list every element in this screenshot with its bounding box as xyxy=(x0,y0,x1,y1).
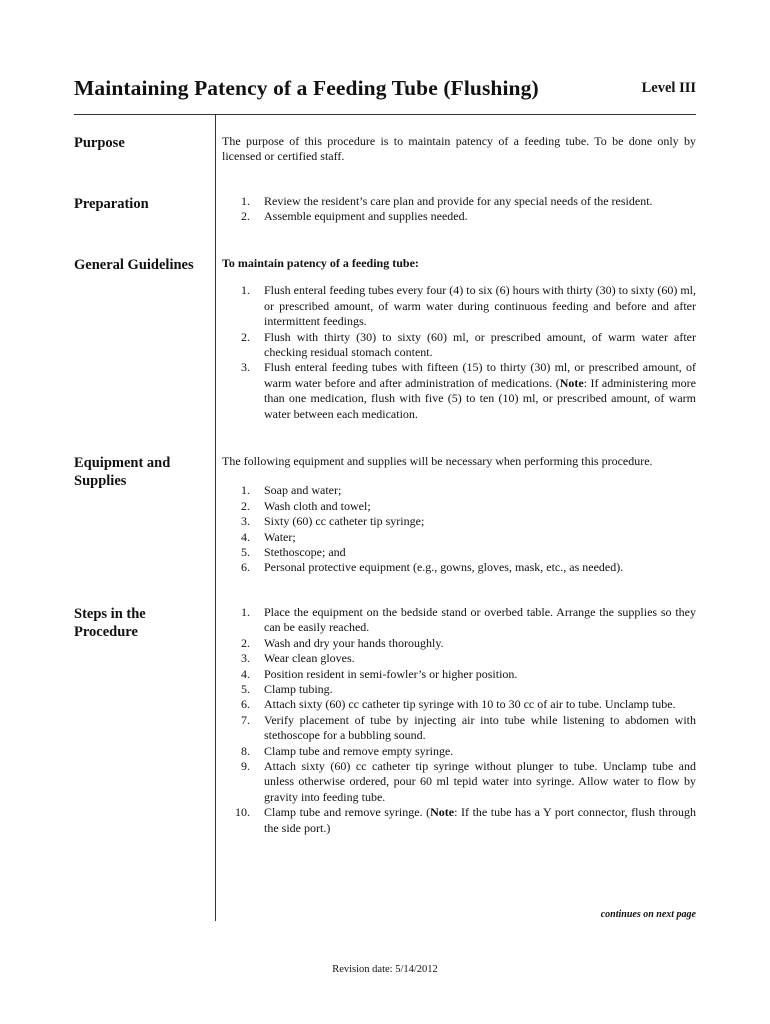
continues-note: continues on next page xyxy=(600,909,696,920)
equipment-intro: The following equipment and supplies will be necessary when performing this procedure. xyxy=(222,454,653,468)
equipment-label: Equipment and Supplies xyxy=(74,455,171,489)
steps-list xyxy=(222,605,696,836)
list-item: 5 . Stethoscope; and xyxy=(222,545,696,560)
list-item: 7 . Verify placement of tube by injecting air into tube while listening to abdomen with stethoscope for a bubbling sound. xyxy=(222,713,696,744)
preparation-section xyxy=(222,194,696,225)
list-item: 6 . Attach sixty (60) cc catheter tip syringe with 10 to 30 cc of air to tube. Unclamp tube. xyxy=(222,697,696,712)
column-divider xyxy=(215,115,216,921)
list-item: 2 . Assemble equipment and supplies needed. xyxy=(222,209,696,224)
list-item: 3 . Flush enteral feeding tubes with fifteen (15) to thirty (30) ml, or prescribed amount, of warm water before and after administration of medications. (Note: If administering more than one medication, flush with five (5) to ten (10) ml, or prescribed amount, of warm water between each medication. xyxy=(222,360,696,422)
title-divider xyxy=(74,114,696,115)
list-item: 9 . Attach sixty (60) cc catheter tip syringe without plunger to tube. Unclamp tube and unless otherwise ordered, pour 60 ml tepid water into syringe. Allow water to flow by gravity into feeding tube. xyxy=(222,759,696,805)
list-item: 2 . Flush with thirty (30) to sixty (60) ml, or prescribed amount, of warm water after checking residual stomach content. xyxy=(222,330,696,361)
document-title: Maintaining Patency of a Feeding Tube (Flushing) xyxy=(74,76,539,100)
list-item: 10 . Clamp tube and remove syringe. (Note: If the tube has a Y port connector, flush through the side port.) xyxy=(222,805,696,836)
guidelines-subheading: To maintain patency of a feeding tube: xyxy=(222,256,419,270)
guidelines-list xyxy=(222,283,696,422)
list-item: 4 . Position resident in semi-fowler’s or higher position. xyxy=(222,667,696,682)
preparation-label: Preparation xyxy=(74,196,149,212)
list-item: 4 . Water; xyxy=(222,530,696,545)
list-item: 3 . Wear clean gloves. xyxy=(222,651,696,666)
purpose-text: The purpose of this procedure is to maintain patency of a feeding tube. To be done only by licensed or certified staff. xyxy=(222,134,696,164)
list-item: 6 . Personal protective equipment (e.g., gowns, gloves, mask, etc., as needed). xyxy=(222,560,696,575)
guidelines-section xyxy=(222,256,696,422)
list-item: 2 . Wash cloth and towel; xyxy=(222,499,696,514)
equipment-list xyxy=(222,483,696,575)
revision-date: Revision date: 5/14/2012 xyxy=(332,964,438,975)
list-item: 5 . Clamp tubing. xyxy=(222,682,696,697)
list-item: 3 . Sixty (60) cc catheter tip syringe; xyxy=(222,514,696,529)
list-item: 8 . Clamp tube and remove empty syringe. xyxy=(222,744,696,759)
list-item: 1 . Flush enteral feeding tubes every four (4) to six (6) hours with thirty (30) to sixty (60) ml, or prescribed amount, of warm water during continuous feeding and before and after intermittent feedings. xyxy=(222,283,696,329)
list-item: 1 . Soap and water; xyxy=(222,483,696,498)
steps-section xyxy=(222,605,696,836)
purpose-section xyxy=(222,134,696,165)
purpose-label: Purpose xyxy=(74,135,125,151)
equipment-section xyxy=(222,454,696,576)
preparation-list xyxy=(222,194,696,225)
list-item: 2 . Wash and dry your hands thoroughly. xyxy=(222,636,696,651)
list-item: 1 . Place the equipment on the bedside stand or overbed table. Arrange the supplies so they can be easily reached. xyxy=(222,605,696,636)
list-item: 1 . Review the resident’s care plan and provide for any special needs of the resident. xyxy=(222,194,696,209)
level-label: Level III xyxy=(641,80,696,96)
steps-label: Steps in the Procedure xyxy=(74,606,146,640)
guidelines-label: General Guidelines xyxy=(74,257,194,273)
